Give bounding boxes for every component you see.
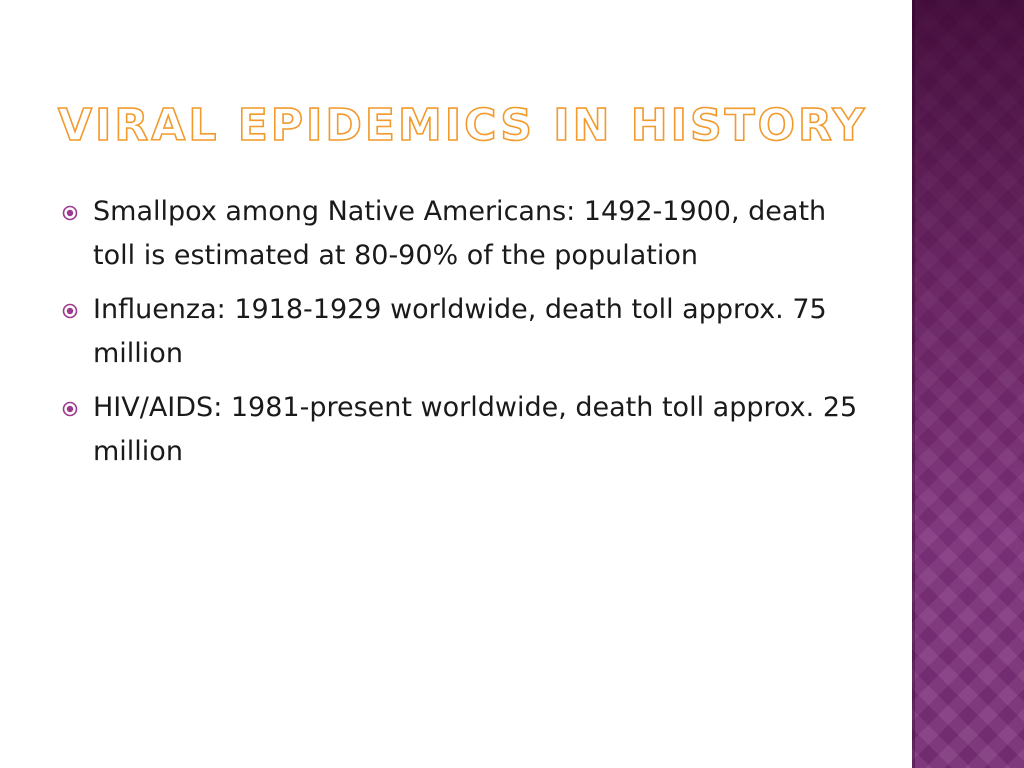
bullet-text: Influenza: 1918-1929 worldwide, death toll approx. 75 million bbox=[93, 294, 827, 369]
decorative-side-band bbox=[912, 0, 1024, 768]
bullet-item-influenza bbox=[62, 288, 862, 376]
slide-title: VIRAL EPIDEMICS IN HISTORY bbox=[58, 100, 868, 151]
bullet-list bbox=[62, 190, 862, 484]
bullet-item-smallpox bbox=[62, 190, 862, 278]
bullet-item-hiv-aids bbox=[62, 386, 862, 474]
bullet-text: Smallpox among Native Americans: 1492-1900, death toll is estimated at 80-90% of the population bbox=[93, 196, 827, 271]
target-bullet-icon bbox=[62, 303, 78, 319]
bullet-text: HIV/AIDS: 1981-present worldwide, death toll approx. 25 million bbox=[93, 392, 858, 467]
target-bullet-icon bbox=[62, 401, 78, 417]
target-bullet-icon bbox=[62, 205, 78, 221]
